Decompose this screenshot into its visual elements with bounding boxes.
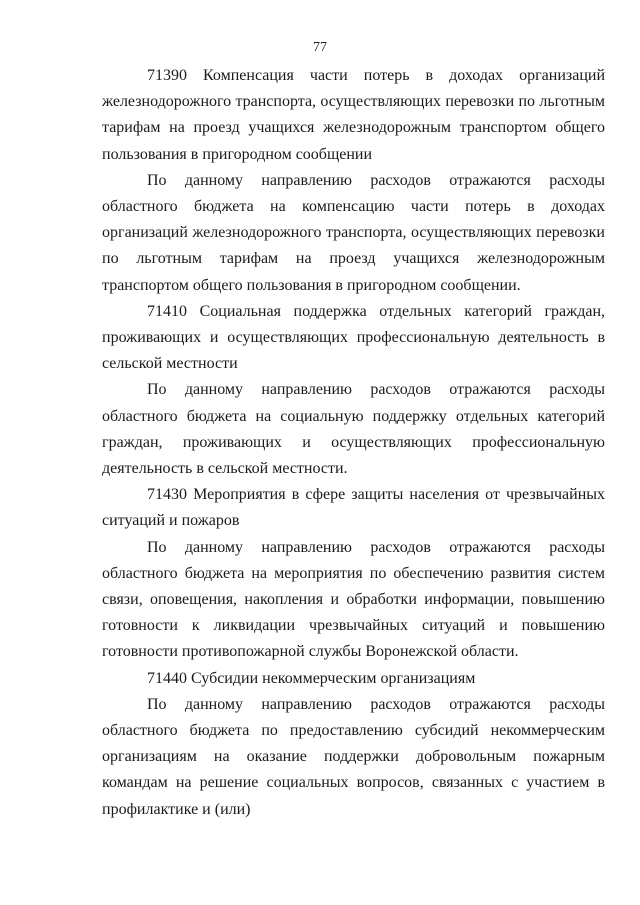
section-heading-71390: 71390 Компенсация части потерь в доходах организаций железнодорожного транспорта, осуществляющих перевозки по льготным тарифам на проезд учащихся железнодорожным транспортом общего пользования в пригородном сообщении [102, 67, 605, 163]
section-heading-71410: 71410 Социальная поддержка отдельных категорий граждан, проживающих и осуществляющих профессиональную деятельность в сельской местности [102, 302, 605, 373]
section-text-71430: По данному направлению расходов отражаются расходы областного бюджета на мероприятия по обеспечению развития систем связи, оповещения, накопления и обработки информации, повышению готовности к ликвидации чрезвычайных ситуаций и повышению готовности противопожарной службы Воронежской области. [102, 538, 605, 661]
section-text-71440: По данному направлению расходов отражаются расходы областного бюджета по предоставлению субсидий некоммерческим организациям на оказание поддержки добровольным пожарным командам на решение социальных вопросов, связанных с участием в профилактике и (или) [102, 695, 605, 818]
page-number: 77 [313, 40, 327, 55]
section-heading-71440: 71440 Субсидии некоммерческим организациям [147, 669, 476, 687]
section-heading-71430: 71430 Мероприятия в сфере защиты населения от чрезвычайных ситуаций и пожаров [102, 486, 605, 530]
section-text-71410: По данному направлению расходов отражаются расходы областного бюджета на социальную поддержку отдельных категорий граждан, проживающих и осуществляющих профессиональную деятельность в сельской местности. [102, 381, 605, 478]
document-body [102, 63, 605, 823]
section-text-71390: По данному направлению расходов отражаются расходы областного бюджета на компенсацию части потерь в доходах организаций железнодорожного транспорта, осуществляющих перевозки по льготным тарифам на проезд учащихся железнодорожным транспортом общего пользования в пригородном сообщении. [102, 171, 605, 294]
